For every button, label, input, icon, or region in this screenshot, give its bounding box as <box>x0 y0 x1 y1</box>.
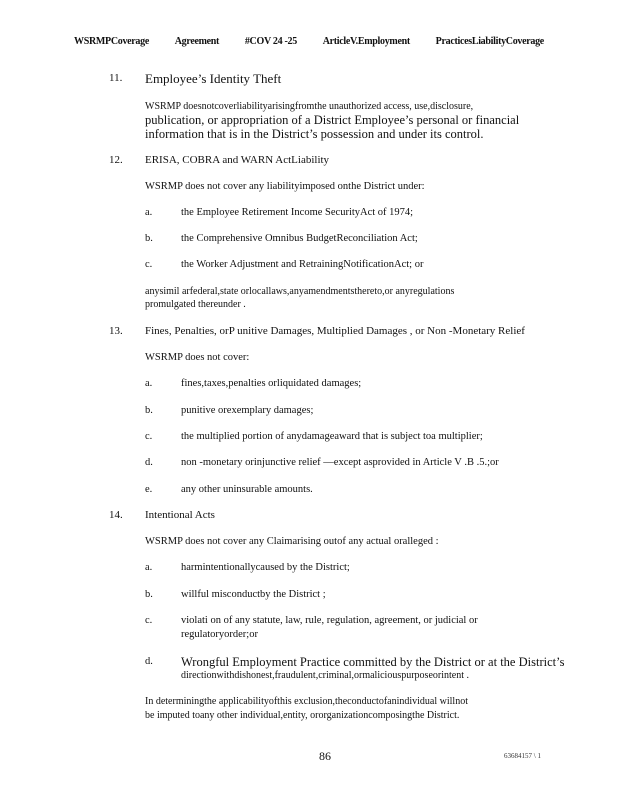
section-body-line: information that is in the District’s possession and under its control. <box>145 127 484 141</box>
item-letter: a. <box>145 207 153 218</box>
section-number: 11. <box>109 72 123 84</box>
item-letter: c. <box>145 615 153 626</box>
item-letter: a. <box>145 562 153 573</box>
section-number: 12. <box>109 154 123 166</box>
section-title: Employee’s Identity Theft <box>145 71 282 86</box>
section-intro: WSRMP does not cover: <box>145 352 250 363</box>
item-letter: c. <box>145 259 153 270</box>
item-text-line: violati on of any statute, law, rule, regulation, agreement, or judicial or <box>181 615 478 626</box>
header-agreement: Agreement <box>174 36 220 47</box>
item-letter: e. <box>145 484 153 495</box>
section-title: ERISA, COBRA and WARN ActLiability <box>145 154 330 166</box>
section-body-line: publication, or appropriation of a District Employee’s personal or financial <box>145 113 520 127</box>
section-closing-line: anysimil arfederal,state orlocallaws,anyamendmentsthereto,or anyregulations <box>145 286 455 297</box>
header-article: ArticleV.Employment <box>322 36 410 47</box>
item-text: any other uninsurable amounts. <box>181 484 313 495</box>
section-number: 14. <box>109 509 123 521</box>
header-coverage: WSRMPCoverage <box>74 36 149 47</box>
item-letter: c. <box>145 431 153 442</box>
item-letter: b. <box>145 589 153 600</box>
item-text-line: directionwithdishonest,fraudulent,criminal,ormaliciouspurposeorintent . <box>181 670 469 681</box>
section-number: 13. <box>109 325 123 337</box>
item-text: fines,taxes,penalties orliquidated damages; <box>181 378 362 389</box>
item-text <box>181 655 565 683</box>
item-text-line: regulatoryorder;or <box>181 629 258 640</box>
item-text: the Worker Adjustment and RetrainingNotificationAct; or <box>181 259 424 270</box>
item-text: the Employee Retirement Income SecurityAct of 1974; <box>181 207 414 218</box>
item-text: the Comprehensive Omnibus BudgetReconciliation Act; <box>181 233 418 244</box>
item-text: harmintentionallycaused by the District; <box>181 562 350 573</box>
item-letter: b. <box>145 233 153 244</box>
section-title: Fines, Penalties, orP unitive Damages, Multiplied Damages , or Non -Monetary Relief <box>145 325 525 337</box>
page-number: 86 <box>319 749 331 763</box>
item-text: non -monetary orinjunctive relief —except asprovided in Article V .B .5.;or <box>181 457 499 468</box>
section-intro: WSRMP does not cover any Claimarising outof any actual oralleged : <box>145 536 439 547</box>
item-text <box>181 614 545 642</box>
item-letter: b. <box>145 405 153 416</box>
item-letter: d. <box>145 656 153 667</box>
item-text: the multiplied portion of anydamageaward that is subject toa multiplier; <box>181 431 483 442</box>
item-text-line: Wrongful Employment Practice committed by the District or at the District’s <box>181 655 565 669</box>
item-text: punitive orexemplary damages; <box>181 405 314 416</box>
section-intro: WSRMP does not cover any liabilityimposed onthe District under: <box>145 181 425 192</box>
section-closing-line: be imputed toany other individual,entity, ororganizationcomposingthe District. <box>145 710 460 721</box>
header-number: #COV 24 -25 <box>244 36 297 47</box>
section-title: Intentional Acts <box>145 509 215 521</box>
page-header <box>74 36 544 47</box>
document-id: 63684157 \ 1 <box>504 752 541 760</box>
header-practices: PracticesLiabilityCoverage <box>435 36 544 47</box>
item-letter: a. <box>145 378 153 389</box>
item-letter: d. <box>145 457 153 468</box>
section-body-line: WSRMP doesnotcoverliabilityarisingfromthe unauthorized access, use,disclosure, <box>145 101 474 112</box>
section-closing-line: promulgated thereunder . <box>145 299 246 310</box>
item-text: willful misconductby the District ; <box>181 589 326 600</box>
section-closing-line: In determiningthe applicabilityofthis exclusion,theconductofanindividual willnot <box>145 696 468 707</box>
